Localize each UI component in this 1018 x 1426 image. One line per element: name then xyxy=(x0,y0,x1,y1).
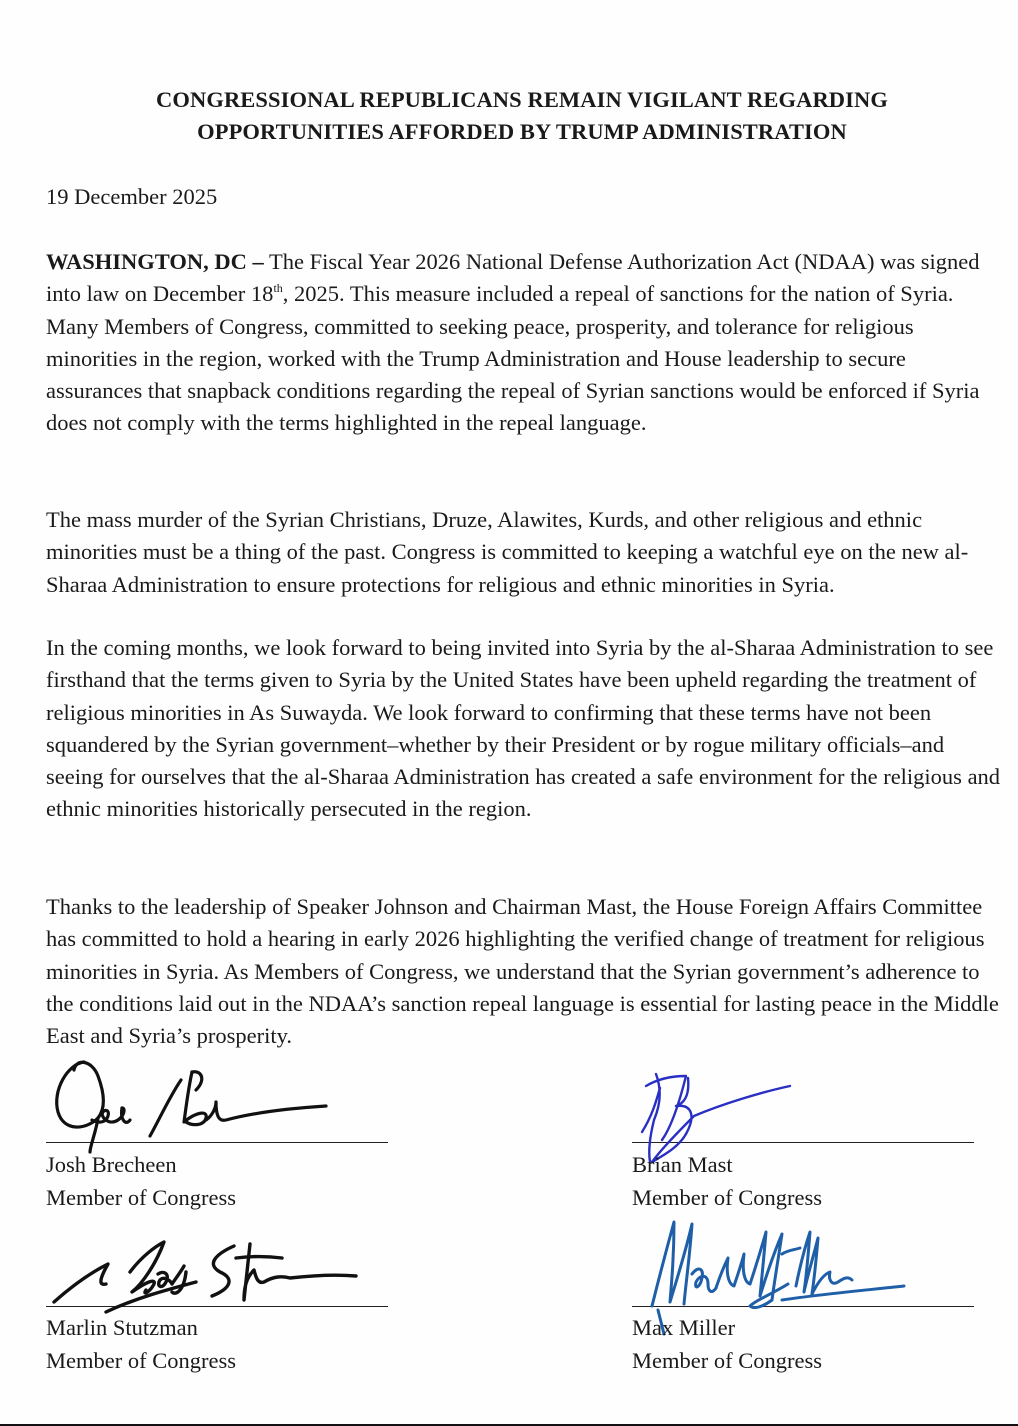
signatory-name: Brian Mast xyxy=(632,1152,733,1177)
signatory-title: Member of Congress xyxy=(46,1185,236,1210)
signatory-title: Member of Congress xyxy=(46,1348,236,1373)
signature-brecheen xyxy=(46,1050,346,1160)
document-date: 19 December 2025 xyxy=(46,184,218,209)
paragraph-1-text-a: The Fiscal Year 2026 National Defense Authorization Act (NDAA) was signed into law on December 18 xyxy=(46,249,980,307)
dateline: WASHINGTON, DC – xyxy=(46,249,264,274)
paragraph-3: In the coming months, we look forward to being invited into Syria by the al-Sharaa Administration to see firsthand that the terms given to Syria by the United States have been upheld regarding the treatment of religious minorities in As Suwayda. We look forward to confirming that these terms have not been squandered by the Syrian government–whether by their President or by rogue military officials–and seeing for ourselves that the al-Sharaa Administration has created a safe environment for the religious and ethnic minorities historically persecuted in the region. xyxy=(46,635,1001,822)
title-line-1: CONGRESSIONAL REPUBLICANS REMAIN VIGILANT REGARDING xyxy=(156,87,888,112)
signatory-name: Josh Brecheen xyxy=(46,1152,177,1177)
title-line-2: OPPORTUNITIES AFFORDED BY TRUMP ADMINISTRATION xyxy=(197,119,847,144)
document-title xyxy=(0,84,1018,148)
paragraph-1-text-b: , 2025. This measure included a repeal of sanctions for the nation of Syria. Many Members of Congress, committed to seeking peace, prosperity, and tolerance for religious minorities in the region, worked with the Trump Administration and House leadership to secure assurances that snapback conditions regarding the repeal of Syrian sanctions would be enforced if Syria does not comply with the terms highlighted in the repeal language. xyxy=(46,281,980,436)
signatory-name: Max Miller xyxy=(632,1315,736,1340)
paragraph-1 xyxy=(46,246,1006,440)
ordinal-superscript: th xyxy=(273,281,283,296)
paragraph-4: Thanks to the leadership of Speaker Johnson and Chairman Mast, the House Foreign Affairs Committee has committed to hold a hearing in early 2026 highlighting the verified change of treatment for religious minorities in Syria. As Members of Congress, we understand that the Syrian government’s adherence to the conditions laid out in the NDAA’s sanction repeal language is essential for lasting peace in the Middle East and Syria’s prosperity. xyxy=(46,894,999,1049)
paragraph-2: The mass murder of the Syrian Christians, Druze, Alawites, Kurds, and other religious and ethnic minorities must be a thing of the past. Congress is committed to keeping a watchful eye on the new al-Sharaa Administration to ensure protections for religious and ethnic minorities in Syria. xyxy=(46,507,969,597)
signatory-title: Member of Congress xyxy=(632,1348,822,1373)
signatory-name: Marlin Stutzman xyxy=(46,1315,198,1340)
signatory-title: Member of Congress xyxy=(632,1185,822,1210)
